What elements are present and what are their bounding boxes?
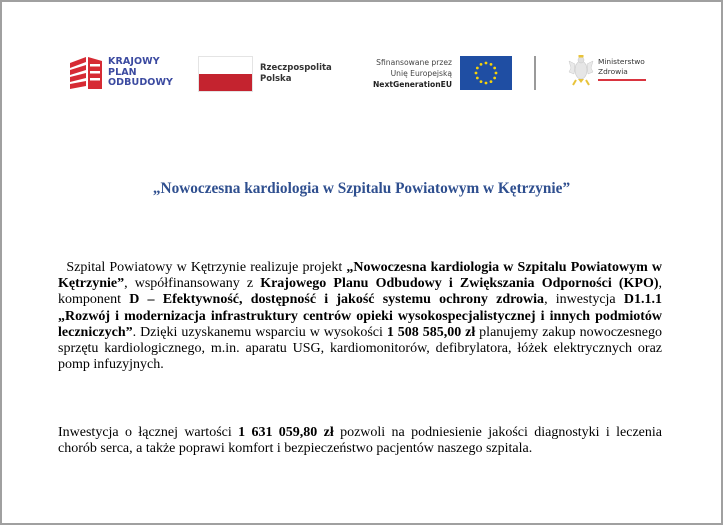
eu-star (476, 77, 479, 80)
eu-logo-text (332, 57, 452, 90)
eu-line-3: NextGenerationEU (372, 80, 452, 89)
text-span: . Dzięki uzyskanemu wsparciu w wysokości (132, 324, 387, 340)
poland-line-1: Rzeczpospolita (260, 63, 332, 73)
text-span: , inwestycja (544, 292, 624, 308)
ministry-line-1: Ministerstwo (598, 57, 645, 66)
document-title: „Nowoczesna kardiologia w Szpitalu Powiatowym w Kętrzynie” (152, 180, 571, 197)
ministry-accent-line (598, 79, 646, 81)
eu-star (480, 80, 483, 83)
eu-star (493, 67, 496, 70)
eu-star (476, 67, 479, 70)
eu-star (480, 63, 483, 66)
eu-line-1: Sfinansowane przez (376, 58, 452, 67)
grant-amount: 1 508 585,00 zł (386, 324, 476, 340)
text-span: planujemy zakup nowoczesnego sprzętu kardiologicznego, m.in. aparatu USG, kardiomonitorów, defibrylatora, łóżek elektrycznych oraz pomp infuzyjnych. (58, 324, 662, 373)
kpo-line-2: PLAN (108, 66, 137, 78)
text-span: , współfinansowany z (124, 276, 261, 292)
ministry-of-health-logo (568, 54, 668, 94)
poland-line-2: Polska (260, 74, 292, 84)
eu-flag-icon (460, 56, 512, 90)
kpo-building-icon (68, 55, 104, 91)
total-investment-amount: 1 631 059,80 zł (238, 425, 334, 440)
project-name: „Nowoczesna kardiologia w Szpitalu Powiatowym w Kętrzynie” (58, 260, 663, 292)
eu-star (485, 62, 488, 65)
ministry-logo-text (598, 57, 645, 77)
text-span: Szpital Powiatowy w Kętrzynie realizuje projekt (66, 260, 347, 275)
kpo-line-1: KRAJOWY (108, 56, 160, 67)
kpo-logo (68, 55, 178, 95)
eu-star (475, 72, 478, 75)
eu-star (490, 80, 493, 83)
paragraph-investment-value (58, 425, 662, 457)
kpo-line-3: ODBUDOWY (108, 77, 174, 88)
eu-star (485, 82, 488, 85)
kpo-logo-text (108, 57, 173, 89)
eu-line-2: Unię Europejską (390, 69, 452, 78)
eu-star (495, 72, 498, 75)
eu-star (493, 77, 496, 80)
text-span: Inwestycja o łącznej wartości (58, 425, 239, 440)
text-span: pozwoli na podniesienie jakości diagnostyki i leczenia chorób serca, a także poprawi komfort i bezpieczeństwo pacjentów naszego szpitala. (58, 425, 662, 457)
polish-flag-icon (198, 56, 253, 92)
investment-name: D1.1.1 „Rozwój i modernizacja infrastruktury centrów opieki wysokospecjalistycznej i innych podmiotów leczniczych” (58, 292, 662, 340)
text-span: , komponent (58, 276, 662, 308)
component-name: D – Efektywność, dostępność i jakość systemu ochrony zdrowia (129, 292, 545, 308)
ministry-line-2: Zdrowia (598, 67, 628, 76)
white-eagle-emblem-icon (568, 54, 594, 88)
poland-logo (198, 56, 338, 96)
funding-logos-bar (2, 52, 721, 97)
program-name: Krajowego Planu Odbudowy i Zwiększania Odporności (KPO) (260, 276, 659, 292)
eu-logo (354, 56, 514, 96)
poland-logo-text (260, 63, 332, 85)
logo-divider (534, 56, 536, 90)
paragraph-project-description (58, 260, 662, 373)
eu-star (490, 63, 493, 66)
